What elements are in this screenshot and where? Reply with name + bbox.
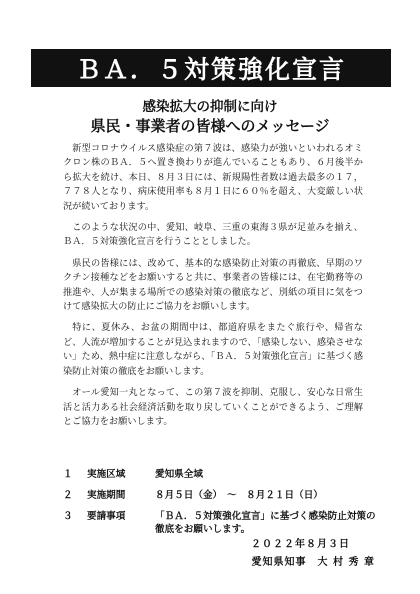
subtitle-line-1: 感染拡大の抑制に向け bbox=[142, 99, 278, 115]
paragraph-2: このような状況の中、愛知、岐阜、三重の東海３県が足並みを揃え、ＢＡ．５対策強化宣言を行うこととしました。 bbox=[63, 222, 363, 248]
item-label: 実施期間 bbox=[87, 490, 126, 501]
measures-list bbox=[63, 468, 383, 544]
measure-item-area bbox=[63, 468, 383, 481]
signer-name: 愛知県知事 大 村 秀 章 bbox=[251, 557, 375, 568]
paragraph-5: オール愛知一丸となって、この第７波を抑制、克服し、安心な日常生活と活力ある社会経済活動を取り戻していくことができるよう、ご理解とご協力をお願いします。 bbox=[63, 387, 363, 427]
message-body bbox=[63, 142, 363, 436]
item-number: ３ bbox=[63, 511, 73, 522]
item-value: 「ＢＡ．５対策強化宣言」に基づく感染防止対策の徹底をお願いします。 bbox=[155, 511, 376, 535]
item-value: 愛知県全域 bbox=[155, 469, 203, 480]
item-number: １ bbox=[63, 469, 73, 480]
measure-item-period bbox=[63, 489, 383, 502]
item-value: ８月５日（金） ～ ８月２１日（日） bbox=[155, 490, 323, 501]
item-number: ２ bbox=[63, 490, 73, 501]
issue-date: ２０２２年８月３日 bbox=[251, 539, 350, 550]
document-title: ＢＡ．５対策強化宣言 bbox=[75, 55, 346, 84]
paragraph-3: 県民の皆様には、改めて、基本的な感染防止対策の再徹底、早期のワクチン接種などをお願いすると共に、事業者の皆様には、在宅勤務等の推進や、人が集まる場所での感染対策の徹底など、別紙の項目に気をつけて感染拡大の防止にご協力をお願いします。 bbox=[63, 257, 363, 313]
title-banner bbox=[31, 49, 391, 87]
paragraph-4: 特に、夏休み、お盆の期間中は、都道府県をまたぐ旅行や、帰省など、人流が増加することが見込まれますので、「感染しない、感染させない」ため、熱中症に注意しながら、「ＢＡ．５対策強化宣言」に基づく感染防止対策の徹底をお願いします。 bbox=[63, 322, 363, 377]
paragraph-1: 新型コロナウイルス感染症の第７波は、感染力が強いといわれるオミクロン株のＢＡ．５へ置き換わりが進んでいることもあり、６月後半から拡大を続け、本日、８月３日には、新規陽性者数は過去最多の１７，７７８人となり、病床使用率も８月１日に６０％を超え、大変厳しい状況が続いております。 bbox=[63, 143, 363, 212]
subtitle-line-2: 県民・事業者の皆様へのメッセージ bbox=[90, 117, 330, 135]
measure-item-request bbox=[63, 510, 383, 536]
item-label: 実施区域 bbox=[87, 469, 126, 480]
item-label: 要請事項 bbox=[87, 511, 126, 522]
